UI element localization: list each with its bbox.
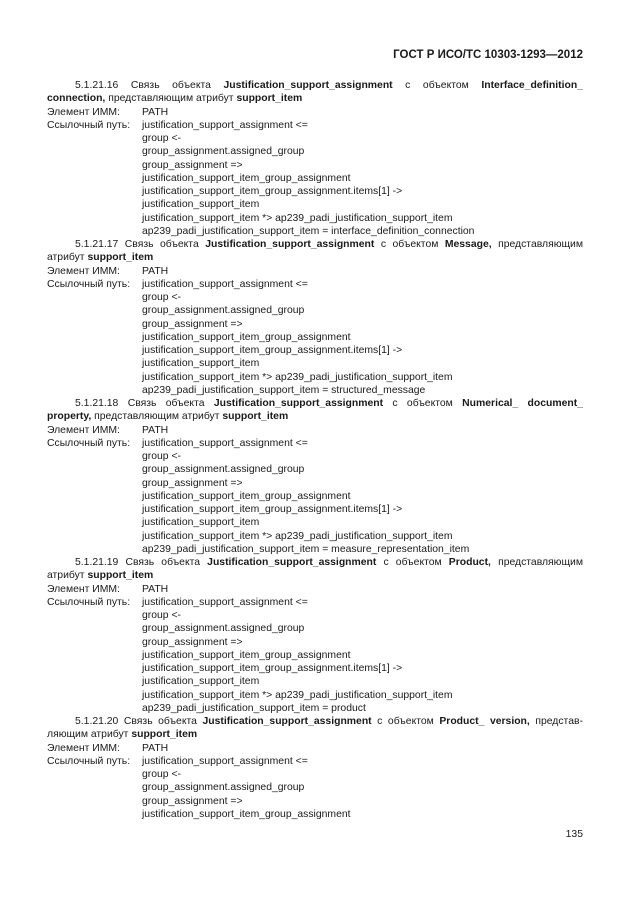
heading-text: Связь объекта	[118, 398, 214, 409]
path-text: group_assignment.assigned_group	[142, 782, 305, 794]
element-value: PATH	[142, 106, 169, 118]
element-value: PATH	[142, 742, 169, 754]
path-text: group <-	[142, 451, 181, 462]
heading-text: 5.1.21.19	[75, 557, 119, 568]
heading-text: с объектом	[392, 80, 482, 91]
path-text: group_assignment =>	[142, 477, 243, 489]
heading-text: представляющим	[491, 239, 583, 250]
element-label: Элемент ИММ:	[47, 424, 120, 436]
path-text: justification_support_item_group_assignment	[142, 649, 351, 661]
path-line	[47, 503, 583, 516]
path-line	[47, 808, 583, 821]
path-text: justification_support_item *> ap239_padi_justification_support_item	[142, 530, 453, 542]
path-text: group_assignment =>	[142, 636, 243, 648]
path-line	[47, 132, 583, 145]
heading-text: атрибут	[47, 570, 88, 582]
path-text: justification_support_item *> ap239_padi_justification_support_item	[142, 371, 453, 383]
heading-text: Связь объекта	[118, 557, 208, 568]
heading-text: представляющим	[490, 557, 583, 568]
path-label: Ссылочный путь:	[47, 596, 131, 608]
path-text: justification_support_item_group_assignment.items[1] ->	[142, 663, 403, 674]
entity-name: support_item	[236, 93, 303, 105]
element-label: Элемент ИММ:	[47, 583, 120, 595]
heading-text: 5.1.21.18	[75, 398, 119, 409]
path-text: justification_support_assignment <=	[142, 278, 308, 290]
document-header: ГОСТ Р ИСО/ТС 10303-1293—2012	[393, 49, 583, 61]
path-text: ap239_padi_justification_support_item = measure_representation_item	[142, 543, 470, 555]
path-text: group_assignment.assigned_group	[142, 305, 305, 317]
section-heading	[47, 397, 583, 410]
path-line	[47, 304, 583, 317]
path-text: group <-	[142, 769, 181, 780]
path-line	[47, 662, 583, 675]
entity-name: support_item	[131, 729, 198, 741]
path-text: justification_support_assignment <=	[142, 596, 308, 608]
path-line	[47, 145, 583, 158]
path-line	[47, 649, 583, 662]
entity-name: support_item	[87, 570, 154, 582]
path-line	[47, 437, 583, 450]
path-text: group_assignment =>	[142, 318, 243, 330]
path-text: group <-	[142, 133, 181, 144]
path-line	[47, 172, 583, 185]
path-text: justification_support_item	[142, 517, 260, 529]
path-line	[47, 781, 583, 794]
path-text: ap239_padi_justification_support_item = structured_message	[142, 384, 426, 396]
path-text: group_assignment =>	[142, 159, 243, 171]
path-line	[47, 636, 583, 649]
entity-name: Justification_support_assignment	[205, 239, 375, 250]
path-label: Ссылочный путь:	[47, 119, 131, 131]
path-line	[47, 477, 583, 490]
section-heading-continued	[47, 728, 583, 741]
path-line	[47, 278, 583, 291]
path-line	[47, 225, 583, 238]
path-text: justification_support_item *> ap239_padi_justification_support_item	[142, 212, 453, 224]
path-text: justification_support_item	[142, 676, 260, 688]
entity-name: Numerical_ document_	[462, 398, 583, 409]
path-text: group_assignment.assigned_group	[142, 623, 305, 635]
path-text: group <-	[142, 292, 181, 303]
path-line	[47, 318, 583, 331]
heading-text: с объектом	[383, 398, 463, 409]
path-line	[47, 755, 583, 768]
path-line	[47, 768, 583, 781]
path-line	[47, 291, 583, 304]
section-heading	[47, 556, 583, 569]
path-text: group <-	[142, 610, 181, 621]
document-body	[47, 79, 583, 821]
element-row	[47, 424, 583, 437]
heading-text: с объектом	[376, 557, 449, 568]
heading-text: Связь объекта	[118, 239, 206, 250]
element-row	[47, 265, 583, 278]
path-label: Ссылочный путь:	[47, 437, 131, 449]
path-line	[47, 357, 583, 370]
path-text: justification_support_assignment <=	[142, 755, 308, 767]
section-heading-continued	[47, 410, 583, 423]
path-line	[47, 119, 583, 132]
element-row	[47, 742, 583, 755]
path-text: justification_support_item	[142, 199, 260, 211]
entity-name: Product,	[448, 557, 491, 568]
path-line	[47, 530, 583, 543]
path-label: Ссылочный путь:	[47, 755, 131, 767]
path-text: group_assignment =>	[142, 795, 243, 807]
entity-name: property,	[47, 411, 92, 423]
path-line	[47, 596, 583, 609]
path-line	[47, 212, 583, 225]
heading-text: 5.1.21.20	[75, 716, 119, 727]
path-line	[47, 516, 583, 529]
path-text: group_assignment.assigned_group	[142, 464, 305, 476]
element-label: Элемент ИММ:	[47, 106, 120, 118]
section-heading-continued	[47, 92, 583, 105]
heading-text: представ-	[529, 716, 583, 727]
path-text: justification_support_item	[142, 358, 260, 370]
entity-name: Justification_support_assignment	[202, 716, 372, 727]
section-heading	[47, 715, 583, 728]
path-line	[47, 689, 583, 702]
path-line	[47, 371, 583, 384]
page-number: 135	[565, 829, 583, 840]
path-text: group_assignment.assigned_group	[142, 146, 305, 158]
path-line	[47, 675, 583, 688]
element-label: Элемент ИММ:	[47, 265, 120, 277]
path-text: justification_support_item_group_assignment.items[1] ->	[142, 345, 403, 356]
path-text: justification_support_item_group_assignment	[142, 331, 351, 343]
section-heading-continued	[47, 569, 583, 582]
element-label: Элемент ИММ:	[47, 742, 120, 754]
path-line	[47, 609, 583, 622]
element-row	[47, 583, 583, 596]
entity-name: Message,	[444, 239, 492, 250]
heading-text: ляющим атрибут	[47, 729, 132, 741]
entity-name: Justification_support_assignment	[207, 557, 377, 568]
heading-text: Связь объекта	[118, 716, 203, 727]
path-text: ap239_padi_justification_support_item = interface_definition_connection	[142, 225, 475, 237]
path-line	[47, 185, 583, 198]
path-text: justification_support_item_group_assignment	[142, 490, 351, 502]
entity-name: Product_ version,	[439, 716, 530, 727]
element-value: PATH	[142, 424, 169, 436]
heading-text: 5.1.21.16	[75, 80, 119, 91]
path-text: justification_support_assignment <=	[142, 437, 308, 449]
path-text: justification_support_item_group_assignment.items[1] ->	[142, 504, 403, 515]
path-text: justification_support_item_group_assignment.items[1] ->	[142, 186, 403, 197]
path-line	[47, 198, 583, 211]
element-value: PATH	[142, 583, 169, 595]
path-line	[47, 543, 583, 556]
section-heading	[47, 238, 583, 251]
path-line	[47, 450, 583, 463]
element-value: PATH	[142, 265, 169, 277]
element-row	[47, 106, 583, 119]
heading-text: с объектом	[374, 239, 445, 250]
path-line	[47, 344, 583, 357]
entity-name: Justification_support_assignment	[223, 80, 393, 91]
path-text: ap239_padi_justification_support_item = product	[142, 702, 366, 714]
heading-text: Связь объекта	[118, 80, 224, 91]
path-text: justification_support_item_group_assignment	[142, 172, 351, 184]
heading-text: с объектом	[371, 716, 440, 727]
path-text: justification_support_item *> ap239_padi_justification_support_item	[142, 689, 453, 701]
path-line	[47, 384, 583, 397]
entity-name: support_item	[87, 252, 154, 264]
heading-text: представляющим атрибут	[91, 411, 223, 423]
path-line	[47, 159, 583, 172]
path-line	[47, 490, 583, 503]
entity-name: connection,	[47, 93, 106, 105]
path-label: Ссылочный путь:	[47, 278, 131, 290]
path-text: justification_support_item_group_assignment	[142, 808, 351, 820]
path-line	[47, 463, 583, 476]
path-line	[47, 795, 583, 808]
section-heading	[47, 79, 583, 92]
path-line	[47, 622, 583, 635]
entity-name: support_item	[222, 411, 289, 423]
path-line	[47, 702, 583, 715]
heading-text: атрибут	[47, 252, 88, 264]
entity-name: Interface_definition_	[481, 80, 583, 91]
heading-text: представляющим атрибут	[105, 93, 237, 105]
entity-name: Justification_support_assignment	[213, 398, 384, 409]
path-text: justification_support_assignment <=	[142, 119, 308, 131]
path-line	[47, 331, 583, 344]
section-heading-continued	[47, 251, 583, 264]
heading-text: 5.1.21.17	[75, 239, 119, 250]
